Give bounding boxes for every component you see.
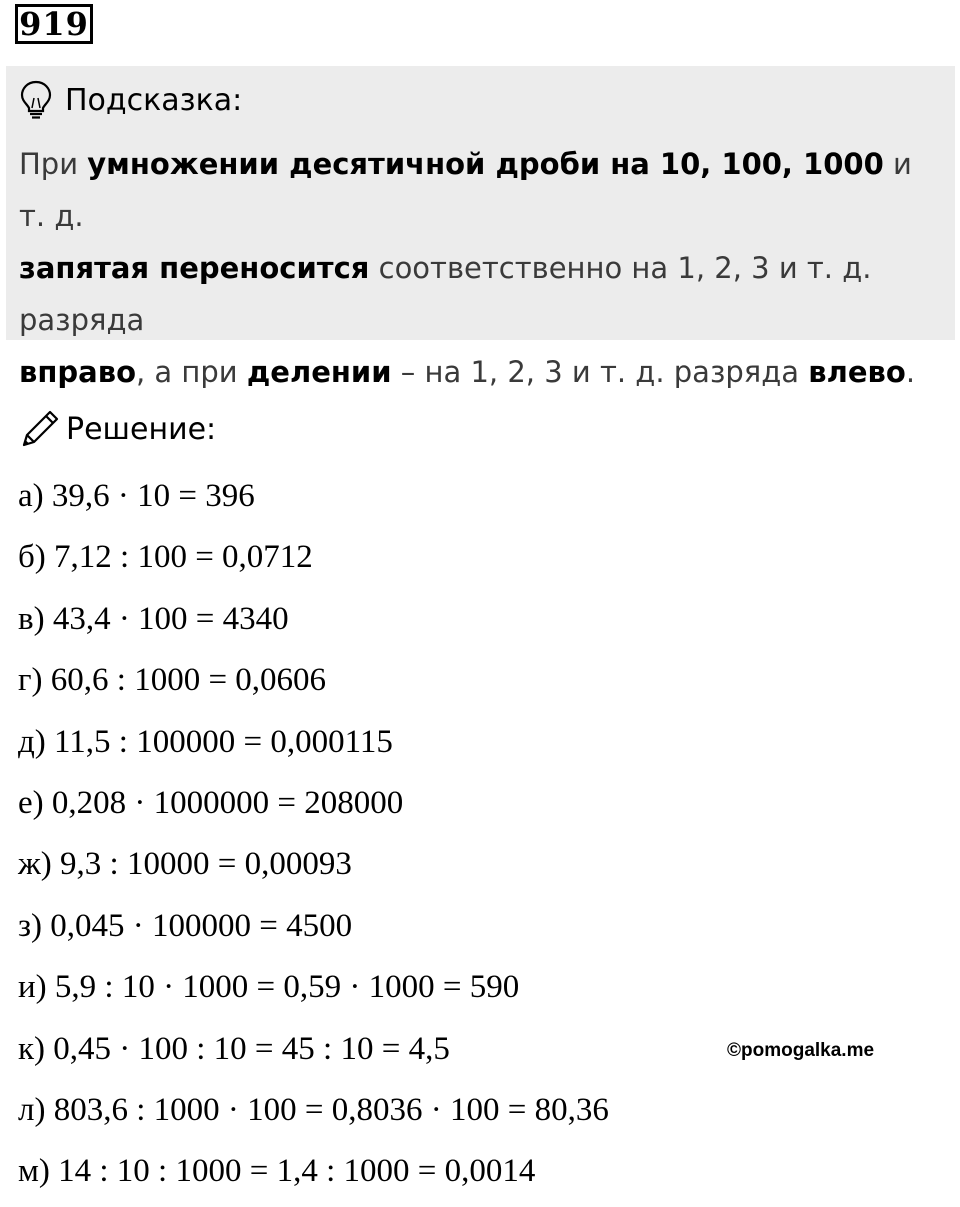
- solution-line: а) 39,6 · 10 = 396: [18, 478, 255, 514]
- problem-number: 919: [15, 4, 93, 44]
- solution-line: л) 803,6 : 1000 · 100 = 0,8036 · 100 = 80,36: [18, 1091, 609, 1128]
- hint-title-text: Подсказка:: [65, 82, 243, 118]
- solution-line: в) 43,4 · 100 = 4340: [18, 600, 289, 637]
- watermark: ©pomogalka.me: [727, 1040, 875, 1061]
- hint-text: При умножении десятичной дроби на 10, 100, 1000 и т. д. запятая переносится соответственно на 1, 2, 3 и т. д. разряда вправо, а при делении – на 1, 2, 3 и т. д. разряда влево.: [19, 147, 916, 389]
- solution-line: б) 7,12 : 100 = 0,0712: [18, 539, 313, 576]
- solution-line: к) 0,45 · 100 : 10 = 45 : 10 = 4,5: [18, 1030, 450, 1067]
- solution-title-text: Решение:: [66, 411, 217, 447]
- solution-line: г) 60,6 : 1000 = 0,0606: [18, 662, 327, 699]
- solution-lines: [18, 470, 718, 1207]
- lightbulb-icon: [19, 80, 53, 120]
- solution-line: з) 0,045 · 100000 = 4500: [18, 907, 353, 944]
- solution-line: ж) 9,3 : 10000 = 0,00093: [18, 846, 352, 883]
- hint-title: [19, 78, 242, 122]
- solution-title: [18, 406, 216, 452]
- solution-line: и) 5,9 : 10 · 1000 = 0,59 · 1000 = 590: [18, 969, 520, 1006]
- solution-line: м) 14 : 10 : 1000 = 1,4 : 1000 = 0,0014: [18, 1153, 536, 1190]
- pencil-icon: [18, 407, 62, 451]
- solution-line: е) 0,208 · 1000000 = 208000: [18, 784, 404, 821]
- solution-line: д) 11,5 : 100000 = 0,000115: [18, 723, 393, 760]
